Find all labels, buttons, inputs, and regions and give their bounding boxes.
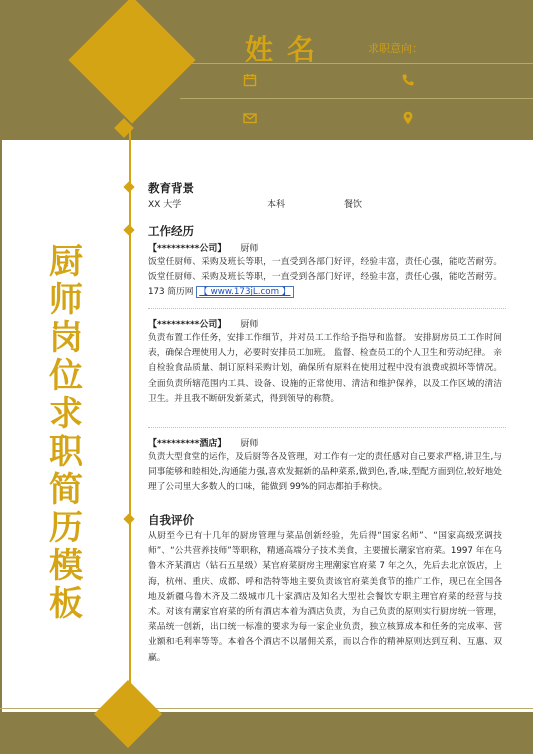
footer-band xyxy=(0,712,533,754)
job-heading xyxy=(148,241,258,254)
candidate-name: 姓名 xyxy=(245,33,330,66)
vertical-title: 厨师岗位求职简历模板 xyxy=(49,242,83,624)
evaluation-title: 自我评价 xyxy=(148,513,194,527)
education-major: 餐饮 xyxy=(344,200,363,210)
job-company: 【*********公司】 xyxy=(148,320,227,330)
section-marker xyxy=(123,224,134,235)
left-edge-rule xyxy=(0,140,2,712)
calendar-icon xyxy=(243,73,257,87)
education-title: 教育背景 xyxy=(148,181,194,195)
job-heading xyxy=(148,317,258,330)
job-description-text: 饭堂任厨师、采购及班长等职，一直受到各部门好评，经验丰富，责任心强，能吃苦耐劳。饭堂任厨师、采购及班长等职，一直受到各部门好评，经验丰富，责任心强，能吃苦耐劳。173 简历网 xyxy=(148,257,502,298)
section-marker xyxy=(123,513,134,524)
footer-rule xyxy=(0,708,533,709)
job-description xyxy=(148,255,502,301)
job-description: 负责布置工作任务，安排工作细节，并对员工工作给予指导和监督。 安排厨房员工工作时间表，确保合理使用人力，必要时安排员工加班。 监督、检查员工的个人卫生和劳动纪律。 亲自检验食品质量、制订原料采购计划，确保所有原料在使用过程中没有浪费或损坏等情况。 全面负责所辖范围内工具、设备、设施的正常使用、清洁和维护保养，以及工作区域的清洁卫生。并且我不断研发新菜式，得到领导的称赞。 xyxy=(148,333,502,404)
header-divider xyxy=(180,98,533,99)
header-divider xyxy=(180,63,533,64)
work-title: 工作经历 xyxy=(148,224,194,238)
phone-icon xyxy=(401,73,415,87)
mail-icon xyxy=(243,111,257,125)
job-role: 厨师 xyxy=(240,320,259,330)
evaluation-text: 从厨至今已有十几年的厨房管理与菜品创新经验，先后得“国家名师”、“国家高级烹调技师”、“公共营养技师”等职称，精通高端分子技术美食，主要擅长潮家官府菜。1997 年在乌鲁木齐某酒店（钻石五星级）某官府菜厨房主理潮家官府菜 7 年之久，先后去北京饭店，上海，杭州、重庆、成都、呼和浩特等地主要负责该官府菜美食节的推广工作，现已在全国各地及新疆乌鲁木齐及二级城市几十家酒店及知名大型社会餐饮专职主理官府菜的经营与技术。对该有潮家官府菜的所有酒店本着为酒店负责，为自己负责的原则实行厨房统一管理，菜品统一创新，出口统一标准的要求为每一家企业负责，独立核算成本和任务的完成率、营业额和毛利率等等。本着各个酒店不以屠佣关系，而以合作的精神原则达到互利、互惠、双赢。 xyxy=(148,531,502,663)
job-heading xyxy=(148,436,258,449)
timeline-line xyxy=(129,130,131,700)
location-icon xyxy=(401,111,415,125)
education-degree: 本科 xyxy=(267,200,286,210)
job-description: 负责大型食堂的运作，及后厨等各及管理，对工作有一定的责任感对自己要求严格,讲卫生,与同事能够和睦相处,沟通能力强,喜欢发掘新的品种菜系,做到色,香,味,型配方面到位,较好地处理了公司里大多数人的口味，能做到 99%的同志都拍手称快。 xyxy=(148,452,502,493)
job-role: 厨师 xyxy=(240,244,259,254)
divider xyxy=(148,308,506,309)
job-role: 厨师 xyxy=(240,439,259,449)
resume-site-link[interactable]: 【 www.173jL.com 】 xyxy=(196,286,293,298)
divider xyxy=(148,427,506,428)
job-company: 【*********酒店】 xyxy=(148,439,227,449)
job-company: 【*********公司】 xyxy=(148,244,227,254)
job-intent-label: 求职意向： xyxy=(368,42,423,55)
section-marker xyxy=(123,181,134,192)
education-school: XX 大学 xyxy=(148,200,182,210)
